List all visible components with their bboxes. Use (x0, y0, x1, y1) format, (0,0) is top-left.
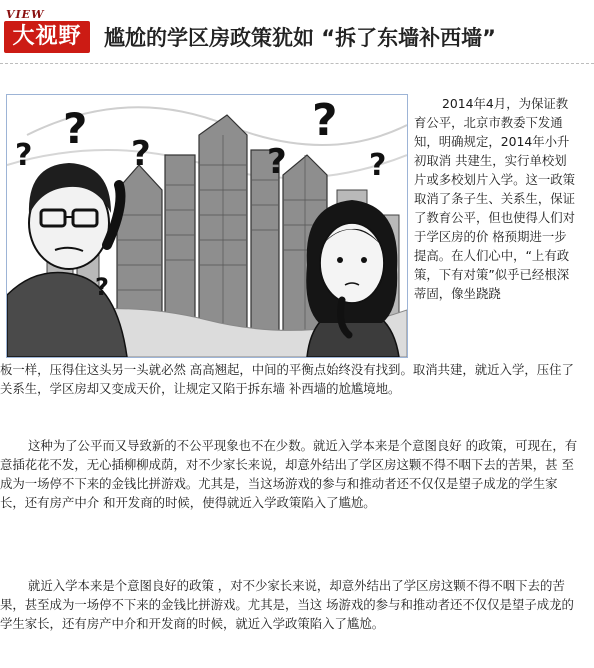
question-mark-icon: ? (369, 148, 387, 183)
question-mark-icon: ? (312, 95, 338, 146)
cartoon-drawing (7, 95, 407, 357)
question-mark-icon: ? (267, 142, 287, 182)
question-mark-icon: ? (63, 104, 88, 153)
question-mark-icon: ? (95, 273, 109, 301)
question-mark-icon: ? (131, 134, 151, 174)
article-illustration (6, 94, 408, 358)
article-header (0, 0, 594, 72)
woman-figure (306, 200, 399, 357)
logo-main-label: 大视野 (4, 21, 90, 53)
logo-view-label: VIEW (6, 8, 45, 21)
header-divider (0, 63, 594, 64)
article-paragraph-3: 就近入学本来是个意图良好的政策 ，对不少家长来说，却意外结出了学区房这颗不得不咽下去的苦果，甚至成为一场停不下来的金钱比拼游戏。尤其是，当这 场游戏的参与和推动者还不仅仅是望子成龙的学生家长，还有房产中介和开发商的时候，就近入学政策陷入了尴尬。 (0, 578, 574, 631)
article-paragraph-1-side: 2014年4月，为保证教育公平，北京市教委下发通知，明确规定，2014年小升初取消 共建生，实行单校划片或多校划片入学。这一政策取消了条子生、关系生，保证了教育公平，但也使得人们对于学区房的价 格预期进一步提高。在人们心中，“上有政策，下有对策”似乎已经根深蒂固，像坐跷跷 (414, 96, 576, 301)
article-paragraph-2: 这种为了公平而又导致新的不公平现象也不在少数。就近入学本来是个意图良好 的政策，可现在，有意插花花不发，无心插柳柳成荫，对不少家长来说，却意外结出了学区房这颗不得不咽下去的苦果，甚 至成为一场停不下来的金钱比拼游戏。尤其是，当这场游戏的参与和推动者还不仅仅是望子成龙的学生家长，还有房产中介 和开发商的时候，使得就近入学政策陷入了尴尬。 (0, 438, 578, 510)
article-paragraph-1-continued: 板一样，压得住这头另一头就必然 高高翘起，中间的平衡点始终没有找到。取消共建，就近入学，压住了关系生，学区房却又变成天价，让规定又陷于拆东墙 补西墙的尬尴境地。 (0, 362, 574, 396)
page-title: 尴尬的学区房政策犹如 “拆了东墙补西墙” (104, 26, 496, 50)
site-logo[interactable] (4, 8, 92, 54)
question-mark-icon: ? (15, 138, 33, 173)
